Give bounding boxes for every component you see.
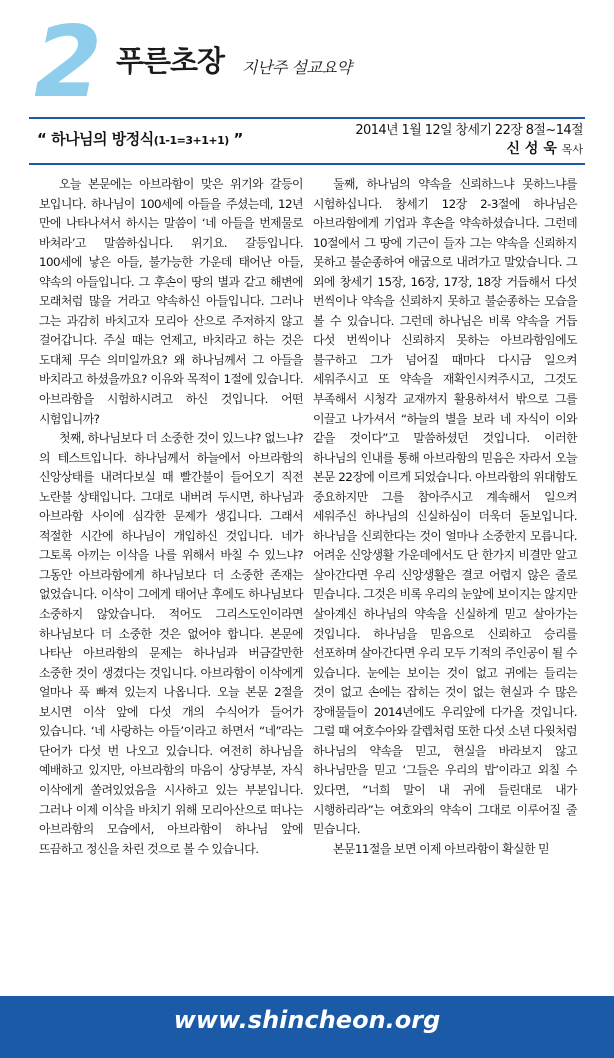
- body-column-left: [39, 175, 303, 859]
- paragraph: 오늘 본문에는 아브라함이 맞은 위기와 갈등이 보입니다. 하나님이 100세에 아들을 주셨는데, 12년 만에 나타나셔서 하시는 말씀이 ‘네 아들을 번제물로 바쳐라’고 말씀하십니다. 위기요. 갈등입니다. 100세에 낳은 아들, 불가능한 가운데 태어난 아들, 약속의 아들입니다. 그 후손이 땅의 별과 같고 해변에 모래처럼 많을 거라고 약속하신 아들입니다. 그러나 그는 과감히 바치고자 모리아 산으로 주저하지 않고 걸어갑니다. 주실 때는 언제고, 바치라고 하는 것은 도대체 무슨 의미일까요? 왜 하나님께서 그 아들을 바치라고 하셨을까요? 이유와 목적이 1절에 있습니다. 아브라함을 시험하시려고 하신 것입니다. 어떤 시험입니까?: [39, 177, 303, 426]
- sermon-title-formula: (1-1=3+1+1): [153, 134, 229, 147]
- website-url: www.shincheon.org: [173, 1006, 441, 1034]
- sermon-title: [37, 130, 243, 150]
- sermon-title-text: “ 하나님의 방정식: [37, 130, 154, 148]
- sermon-heading: [29, 117, 585, 165]
- preacher-name-text: 신 성 욱: [506, 141, 557, 157]
- section-title: 푸른초장: [116, 44, 225, 78]
- body-column-right: [313, 175, 577, 859]
- sermon-title-close: ”: [228, 130, 243, 148]
- preacher-role: 목사: [561, 143, 583, 156]
- preacher-name: [507, 140, 583, 159]
- page-number: 2: [34, 6, 103, 120]
- footer-bar: [0, 996, 614, 1058]
- paragraph: 본문11절을 보면 이제 아브라함이 확실한 믿: [333, 841, 550, 856]
- page-header: [0, 0, 614, 120]
- paragraph: 둘째, 하나님의 약속을 신뢰하느냐 못하느냐를 시험하십니다. 창세기 12장 2-3절에 하나님은 아브라함에게 기업과 후손을 약속하셨습니다. 그런데 10절에서 그 땅에 기근이 들자 그는 약속을 신뢰하지 못하고 불순종하여 애굽으로 내려가고 말았습니다. 그 외에 창세기 15장, 16장, 17장, 18장 거듭해서 다섯 번씩이나 약속을 신뢰하지 못하고 불순종하는 모습을 볼 수 있습니다. 그런데 하나님은 비록 약속을 거듭 다섯 번씩이나 신뢰하지 못하는 아브라함임에도 불구하고 그가 넘어질 때마다 다시금 일으켜 세워주시고 또 약속을 재확인시켜주시고, 그것도 부족해서 시청각 교재까지 활용하셔서 밖으로 그를 이끌고 나가셔서 “하늘의 별을 보라 네 자식이 이와 같을 것이다”고 말씀하셨던 것입니다. 이러한 하나님의 인내를 통해 아브라함의 믿음은 자라서 오늘 본문 22장에 이르게 되었습니다. 아브라함의 위대함도 중요하지만 그를 참아주시고 계속해서 일으켜 세워주신 하나님의 신실하심이 더욱더 돋보입니다. 하나님을 신뢰한다는 것이 얼마나 소중한지 모릅니다. 어려운 신앙생활 가운데에서도 단 한가지 비결만 알고 살아간다면 우리 신앙생활은 결코 어렵지 않은 줄로 믿습니다. 그것은 비록 우리의 눈앞에 보이지는 않지만 살아계신 하나님의 약속을 신실하게 믿고 살아가는 것입니다. 하나님을 믿음으로 신뢰하고 승리를 선포하며 살아간다면 우리 모두 기적의 주인공이 될 수 있습니다. 눈에는 보이는 것이 없고 귀에는 들리는 것이 없고 손에는 잡히는 것이 없는 현실과 수 많은 장애물들이 2014년에도 우리앞에 다가올 것입니다. 그럴 때 여호수아와 갈렙처럼 또한 다섯 소년 다윗처럼 하나님의 약속을 믿고, 현실을 바라보지 않고 하나님만을 믿고 ‘그들은 우리의 밥’이라고 외칠 수 있다면, “너희 말이 내 귀에 들린대로 내가 시행하리라”는 여호와의 약속이 그대로 이루어질 줄 믿습니다.: [313, 177, 577, 837]
- scripture-reference: 2014년 1월 12일 창세기 22장 8절~14절: [355, 123, 583, 138]
- section-subtitle: 지난주 설교요약: [242, 58, 352, 77]
- paragraph: 첫째, 하나님보다 더 소중한 것이 있느냐? 없느냐?의 테스트입니다. 하나님께서 하늘에서 아브라함의 신앙상태를 내려다보실 때 빨간불이 들어오기 직전 노란불 상태입니다. 그대로 내버려 두시면, 하나님과 아브라함 사이에 심각한 문제가 생깁니다. 그래서 적절한 시간에 하나님이 개입하신 것입니다. 네가 그토록 아끼는 이삭을 나를 위해서 바칠 수 있느냐? 그동안 아브라함에게 하나님보다 더 소중한 존재는 없었습니다. 이삭이 그에게 태어난 후에도 하나님보다 소중하지 않았습니다. 적어도 그리스도인이라면 하나님보다 더 소중한 것은 없어야 합니다. 본문에 나타난 아브라함의 문제는 하나님과 버금갈만한 소중한 것이 생겼다는 것입니다. 아브라함이 이삭에게 얼마나 푹 빠져 있는지 나옵니다. 오늘 본문 2절을 보시면 이삭 앞에 다섯 개의 수식어가 들어가 있습니다. ‘네 사랑하는 아들’이라고 하면서 “네”라는 단어가 다섯 번 나오고 있습니다. 여전히 하나님을 예배하고 있지만, 아브라함의 마음이 상당부분, 자식 이삭에게 쏠려있었음을 시사하고 있는 부분입니다. 그러나 이제 이삭을 바치기 위해 모리아산으로 떠나는 아브라함의 모습에서, 아브라함이 하나님 앞에 뜨끔하고 정신을 차린 것으로 볼 수 있습니다.: [39, 431, 303, 856]
